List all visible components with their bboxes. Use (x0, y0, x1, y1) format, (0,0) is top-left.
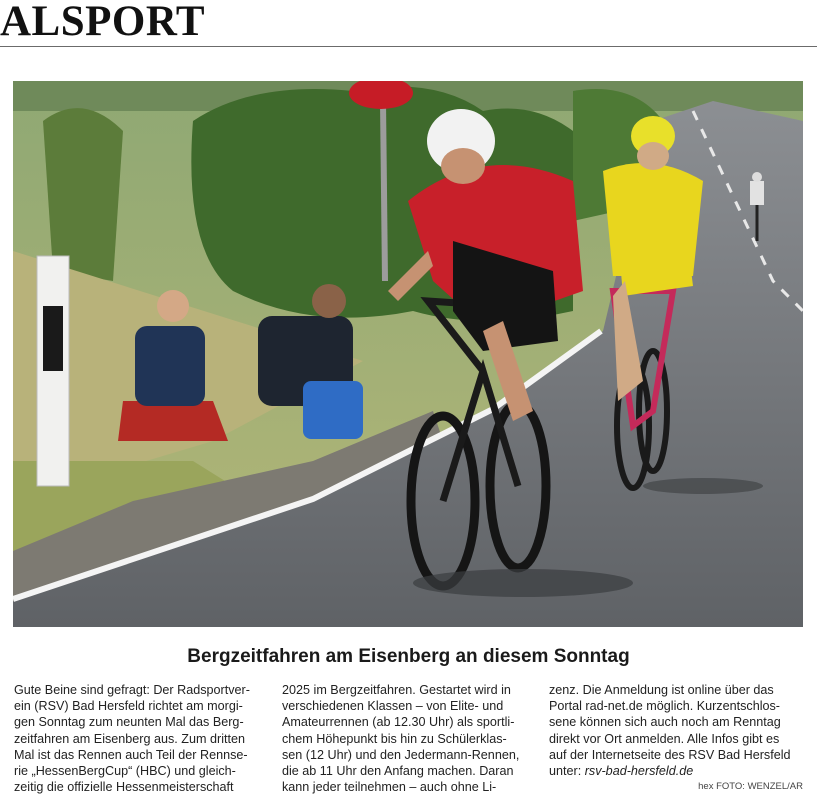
column-line: chem Höhepunkt bis hin zu Schülerklas- (282, 731, 507, 746)
article-column-1 (14, 682, 250, 795)
column-line: Portal rad-net.de möglich. Kurzentschlos- (549, 699, 780, 714)
header-rule (0, 46, 817, 47)
column-line: zeitig die offizielle Hessenmeisterschaft (14, 780, 234, 795)
column-line: kann jeder teilnehmen – auch ohne Li- (282, 780, 497, 795)
column-line: die ab 11 Uhr den Anfang machen. Daran (282, 764, 514, 779)
column-line: zeitfahren am Eisenberg aus. Zum dritten (14, 731, 245, 746)
column-line: sen (12 Uhr) und den Jedermann-Rennen, (282, 747, 520, 762)
article-column-3 (549, 682, 791, 779)
column-line: auf der Internetseite des RSV Bad Hersfeld (549, 747, 791, 762)
section-heading: ALSPORT (0, 0, 206, 45)
column-line: direkt vor Ort anmelden. Alle Infos gibt es (549, 731, 780, 746)
photo-credit: hex FOTO: WENZEL/AR (698, 781, 803, 792)
last-line-prefix: unter: (549, 764, 585, 779)
column-line: Mal ist das Rennen auch Teil der Rennse- (14, 747, 248, 762)
column-line: zenz. Die Anmeldung ist online über das (549, 683, 774, 697)
column-line: rie „HessenBergCup“ (HBC) und gleich- (14, 764, 236, 779)
column-line: 2025 im Bergzeitfahren. Gestartet wird in (282, 683, 511, 697)
article-column-2 (282, 682, 519, 795)
column-line: ein (RSV) Bad Hersfeld richtet am morgi- (14, 699, 243, 714)
column-line: Gute Beine sind gefragt: Der Radsportver- (14, 683, 250, 697)
column-last-line (549, 763, 791, 779)
column-line: Amateurrennen (ab 12.30 Uhr) als sportli- (282, 715, 515, 730)
column-line: sene können sich auch noch am Renntag (549, 715, 781, 730)
column-line: verschiedenen Klassen – von Elite- und (282, 699, 504, 714)
website-link[interactable]: rsv-bad-hersfeld.de (584, 764, 694, 779)
article-headline: Bergzeitfahren am Eisenberg an diesem Sonntag (187, 646, 630, 667)
column-line: gen Sonntag zum neunten Mal das Berg- (14, 715, 244, 730)
article-photo (13, 81, 803, 627)
